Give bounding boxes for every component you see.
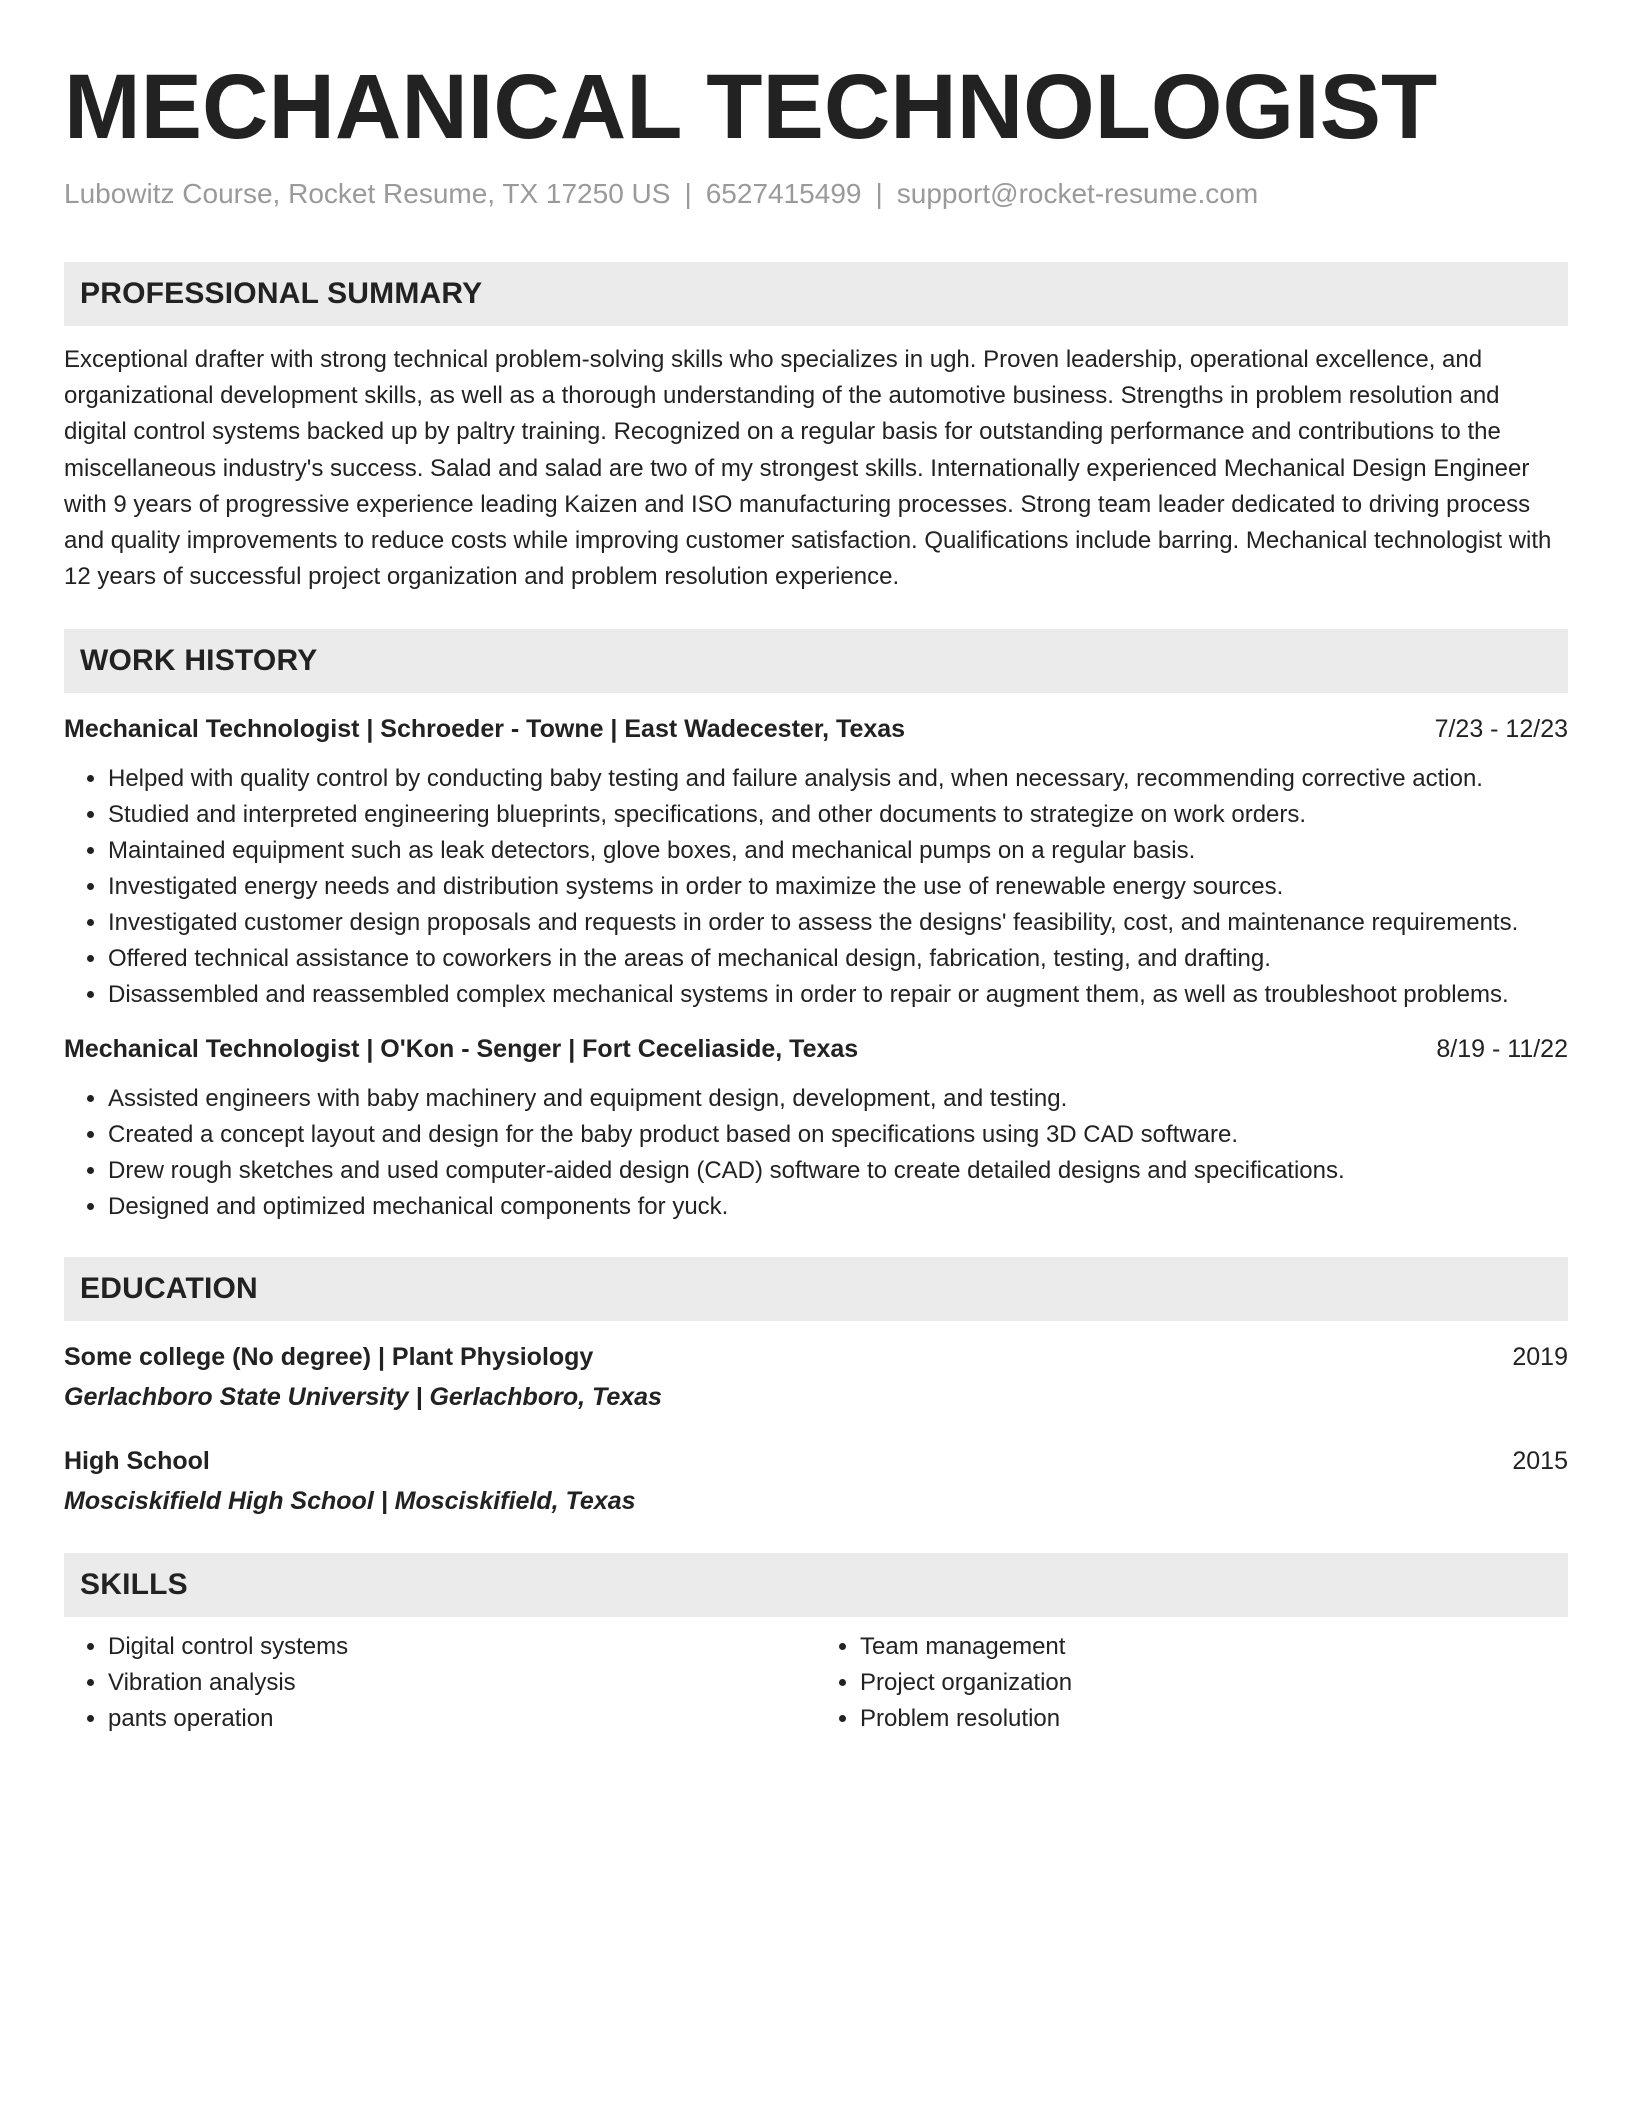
skill-item: • Digital control systems bbox=[108, 1629, 816, 1665]
job-bullet: • Helped with quality control by conducting baby testing and failure analysis and, when necessary, recommending corrective action. bbox=[108, 761, 1568, 797]
summary-section-title: PROFESSIONAL SUMMARY bbox=[80, 277, 483, 310]
job-bullet: • Studied and interpreted engineering blueprints, specifications, and other documents to strategize on work orders. bbox=[108, 797, 1568, 833]
candidate-name: MECHANICAL TECHNOLOGIST bbox=[64, 56, 1438, 158]
job-dates: 7/23 - 12/23 bbox=[1434, 715, 1568, 744]
skills-column-right bbox=[816, 1629, 1568, 1737]
skill-item: • Project organization bbox=[860, 1665, 1568, 1701]
job-bullet: • Created a concept layout and design for the baby product based on specifications using 3D CAD software. bbox=[108, 1117, 1568, 1153]
job-header bbox=[64, 711, 1568, 747]
education-entry bbox=[64, 1443, 1568, 1519]
skills-list bbox=[64, 1629, 1568, 1737]
education-section-header bbox=[64, 1257, 1568, 1321]
job-bullet: • Designed and optimized mechanical components for yuck. bbox=[108, 1189, 1568, 1225]
skills-section-header bbox=[64, 1553, 1568, 1617]
summary-section-header bbox=[64, 262, 1568, 326]
job-heading: Mechanical Technologist | Schroeder - Towne | East Wadecester, Texas bbox=[64, 715, 906, 744]
contact-phone: 6527415499 bbox=[705, 178, 862, 209]
contact-line bbox=[64, 174, 1568, 214]
education-heading: High School bbox=[64, 1447, 210, 1476]
job-header bbox=[64, 1031, 1568, 1067]
job-bullets bbox=[64, 1081, 1568, 1225]
skills-column-left bbox=[64, 1629, 816, 1737]
job-bullet: • Maintained equipment such as leak detectors, glove boxes, and mechanical pumps on a regular basis. bbox=[108, 833, 1568, 869]
education-school: Gerlachboro State University | Gerlachboro, Texas bbox=[64, 1383, 662, 1412]
job-bullet: • Investigated energy needs and distribution systems in order to maximize the use of renewable energy sources. bbox=[108, 869, 1568, 905]
education-entry bbox=[64, 1339, 1568, 1415]
work-section-title: WORK HISTORY bbox=[80, 644, 318, 678]
summary-text: Exceptional drafter with strong technical problem-solving skills who specializes in ugh. Proven leadership, operational excellence, and organizational development skills, as well as a thorough understanding of the automotive business. Strengths in problem resolution and digital control systems backed up by paltry training. Recognized on a regular basis for outstanding performance and contributions to the miscellaneous industry's success. Salad and salad are two of my strongest skills. Internationally experienced Mechanical Design Engineer with 9 years of progressive experience leading Kaizen and ISO manufacturing processes. Strong team leader dedicated to driving process and quality improvements to reduce costs while improving customer satisfaction. Qualifications include barring. Mechanical technologist with 12 years of successful project organization and problem resolution experience. bbox=[64, 346, 1552, 591]
job-bullet: • Assisted engineers with baby machinery and equipment design, development, and testing. bbox=[108, 1081, 1568, 1117]
job-entry bbox=[64, 1031, 1568, 1225]
contact-email: support@rocket-resume.com bbox=[896, 178, 1259, 209]
job-bullets bbox=[64, 761, 1568, 1013]
contact-separator: | bbox=[875, 178, 883, 209]
education-header bbox=[64, 1443, 1568, 1479]
job-entry bbox=[64, 711, 1568, 1013]
job-dates: 8/19 - 11/22 bbox=[1436, 1035, 1568, 1064]
skill-item: • Vibration analysis bbox=[108, 1665, 816, 1701]
job-bullet: • Drew rough sketches and used computer-aided design (CAD) software to create detailed designs and specifications. bbox=[108, 1153, 1568, 1189]
job-bullet: • Disassembled and reassembled complex mechanical systems in order to repair or augment them, as well as troubleshoot problems. bbox=[108, 977, 1568, 1013]
education-header bbox=[64, 1339, 1568, 1375]
work-section-header bbox=[64, 629, 1568, 693]
skill-item: • pants operation bbox=[108, 1701, 816, 1737]
skill-item: • Problem resolution bbox=[860, 1701, 1568, 1737]
contact-separator: | bbox=[684, 178, 692, 209]
education-year: 2015 bbox=[1512, 1447, 1568, 1476]
skills-section-title: SKILLS bbox=[80, 1568, 188, 1602]
contact-address: Lubowitz Course, Rocket Resume, TX 17250 US bbox=[64, 178, 671, 209]
education-school: Mosciskifield High School | Mosciskifield, Texas bbox=[64, 1487, 636, 1516]
education-heading: Some college (No degree) | Plant Physiology bbox=[64, 1343, 594, 1372]
education-year: 2019 bbox=[1512, 1343, 1568, 1372]
job-heading: Mechanical Technologist | O'Kon - Senger | Fort Ceceliaside, Texas bbox=[64, 1035, 859, 1064]
job-bullet: • Offered technical assistance to coworkers in the areas of mechanical design, fabrication, testing, and drafting. bbox=[108, 941, 1568, 977]
skill-item: • Team management bbox=[860, 1629, 1568, 1665]
education-section-title: EDUCATION bbox=[80, 1272, 258, 1306]
job-bullet: • Investigated customer design proposals and requests in order to assess the designs' feasibility, cost, and maintenance requirements. bbox=[108, 905, 1568, 941]
